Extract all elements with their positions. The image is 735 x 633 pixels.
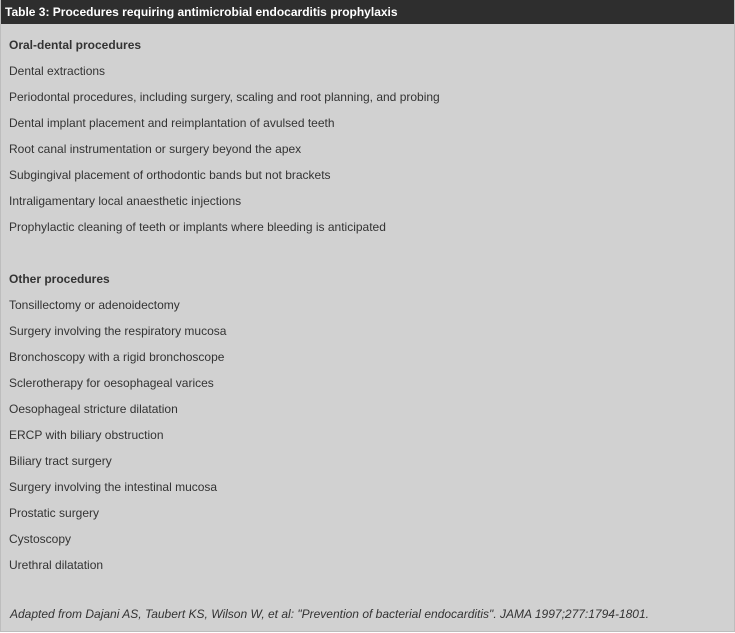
section-heading-oral-dental: Oral-dental procedures: [9, 38, 142, 52]
table-row: Cystoscopy: [9, 532, 72, 546]
table-row: ERCP with biliary obstruction: [9, 428, 164, 442]
table-row: Subgingival placement of orthodontic bands but not brackets: [9, 168, 331, 182]
section-spacer: [9, 240, 734, 266]
table-row: Intraligamentary local anaesthetic injections: [9, 194, 242, 208]
table-row: Biliary tract surgery: [9, 454, 112, 468]
table-row: Prophylactic cleaning of teeth or implants where bleeding is anticipated: [9, 220, 386, 234]
table-row: Oesophageal stricture dilatation: [9, 402, 178, 416]
table-title: Table 3: Procedures requiring antimicrobial endocarditis prophylaxis: [1, 0, 734, 24]
table-row: Periodontal procedures, including surgery, scaling and root planning, and probing: [9, 90, 440, 104]
table-row: Surgery involving the respiratory mucosa: [9, 324, 227, 338]
table-row: Root canal instrumentation or surgery beyond the apex: [9, 142, 302, 156]
table-row: Dental extractions: [9, 64, 106, 78]
table-row: Urethral dilatation: [9, 558, 104, 572]
table-footnote: Adapted from Dajani AS, Taubert KS, Wilson W, et al: "Prevention of bacterial endocarditis". JAMA 1997;277:1794-1801.: [10, 607, 649, 621]
table-row: Surgery involving the intestinal mucosa: [9, 480, 218, 494]
table-row: Tonsillectomy or adenoidectomy: [9, 298, 180, 312]
section-heading-other: Other procedures: [9, 272, 110, 286]
table-row: Dental implant placement and reimplantation of avulsed teeth: [9, 116, 335, 130]
table-row: Sclerotherapy for oesophageal varices: [9, 376, 214, 390]
table-row: Bronchoscopy with a rigid bronchoscope: [9, 350, 225, 364]
table-row: Prostatic surgery: [9, 506, 100, 520]
table-body: [1, 24, 734, 578]
